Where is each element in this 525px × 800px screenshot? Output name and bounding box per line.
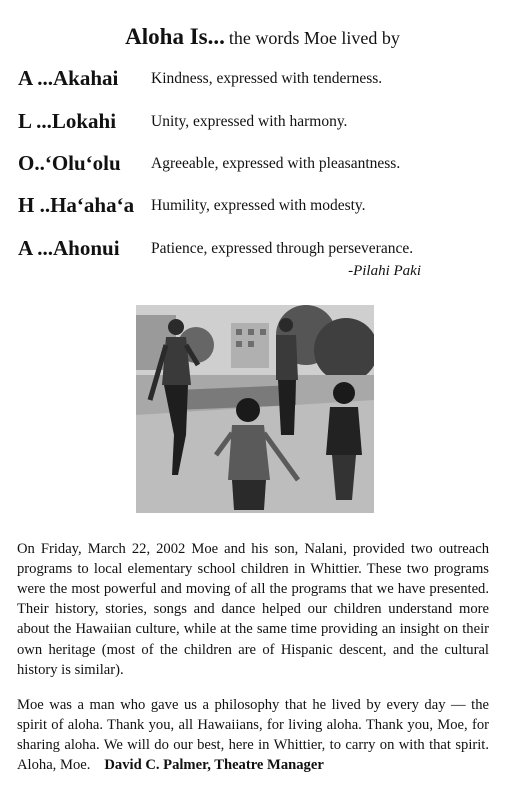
page-heading [0, 24, 525, 50]
dancers-photo-illustration [136, 305, 374, 513]
signature: David C. Palmer, Theatre Manager [104, 757, 324, 774]
aloha-definition: Agreeable, expressed with pleasantness. [151, 155, 401, 172]
outreach-paragraph: On Friday, March 22, 2002 Moe and his son, Nalani, provided two outreach programs to local elementary school children in Whittier. These two programs were the most powerful and moving of all the programs that we have presented. Their history, stories, songs and dance helped our children understand more about the Hawaiian culture, while at the same time providing an insight on their own heritage (most of the children are of Hispanic descent, and the cultural history is similar). [17, 540, 489, 678]
aloha-definition: Unity, expressed with harmony. [151, 113, 348, 130]
aloha-term: H ..Ha‘aha‘a [18, 193, 135, 217]
aloha-definition: Humility, expressed with modesty. [151, 197, 366, 214]
aloha-term: A ...Ahonui [18, 236, 120, 260]
heading-rest: the words Moe lived by [228, 28, 400, 48]
aloha-term: A ...Akahai [18, 66, 119, 90]
aloha-term: L ...Lokahi [18, 109, 117, 133]
aloha-definition: Patience, expressed through perseverance. [151, 240, 414, 257]
quote-attribution: -Pilahi Paki [348, 263, 421, 279]
heading-bold: Aloha Is... [125, 24, 225, 49]
tribute-paragraph [17, 695, 489, 776]
aloha-term: O..‘Olu‘olu [18, 151, 121, 175]
tribute-text: Moe was a man who gave us a philosophy that he lived by every day — the spirit of aloha. Thank you, all Hawaiians, for living aloha. Thank you, Moe, for sharing aloha. We will do our best, here in Whittier, to carry on with that spirit. Aloha, Moe. [17, 696, 489, 774]
dancers-photo [136, 305, 374, 513]
aloha-definition: Kindness, expressed with tenderness. [151, 70, 383, 87]
